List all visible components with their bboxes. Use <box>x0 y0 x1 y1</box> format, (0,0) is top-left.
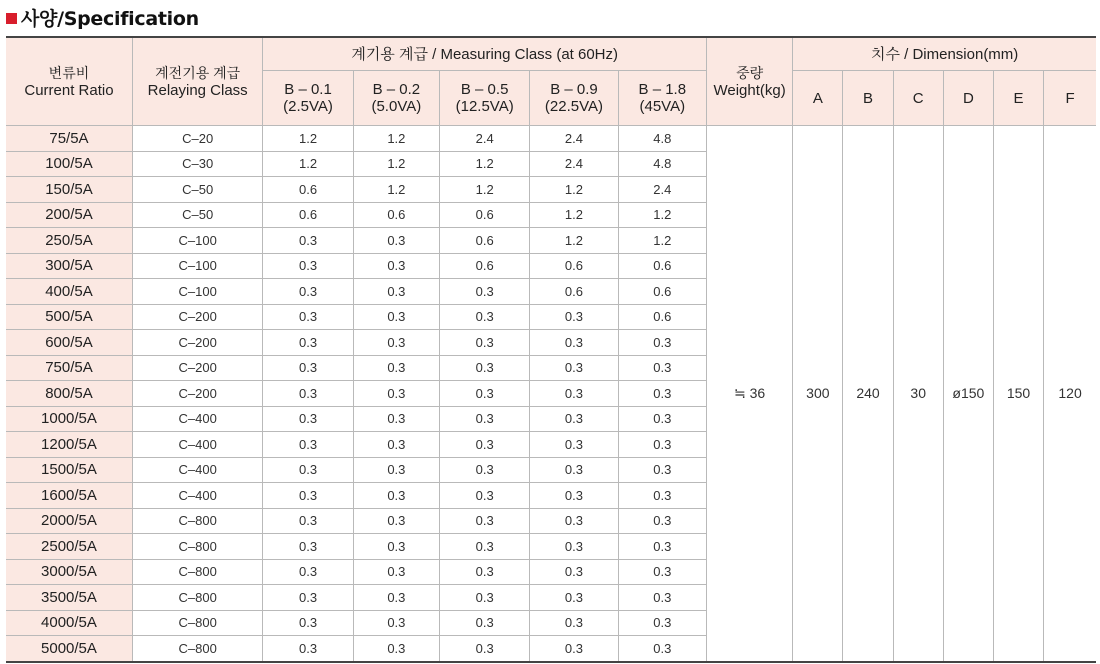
measuring-class-cell: 0.6 <box>618 253 706 279</box>
red-square-icon <box>6 13 17 24</box>
measuring-class-cell: 0.3 <box>618 406 706 432</box>
measuring-class-cell: 0.3 <box>263 457 353 483</box>
header-weight-en: Weight(kg) <box>713 81 786 99</box>
measuring-class-cell: 1.2 <box>618 202 706 228</box>
burden-va: (12.5VA) <box>455 98 514 115</box>
measuring-class-cell: 0.3 <box>263 304 353 330</box>
current-ratio-cell: 500/5A <box>6 304 132 330</box>
measuring-class-cell: 1.2 <box>530 177 618 203</box>
current-ratio-cell: 5000/5A <box>6 636 132 662</box>
measuring-class-cell: 0.3 <box>353 406 439 432</box>
dim-f-cell: 120 <box>1044 126 1096 662</box>
current-ratio-cell: 1000/5A <box>6 406 132 432</box>
measuring-class-cell: 0.6 <box>353 202 439 228</box>
current-ratio-cell: 75/5A <box>6 126 132 152</box>
measuring-class-cell: 0.3 <box>263 355 353 381</box>
burden-code: B – 0.2 <box>372 81 421 98</box>
measuring-class-cell: 0.3 <box>353 304 439 330</box>
measuring-class-cell: 0.6 <box>263 202 353 228</box>
current-ratio-cell: 150/5A <box>6 177 132 203</box>
relaying-class-cell: C–400 <box>132 457 262 483</box>
burden-code: B – 0.5 <box>460 81 509 98</box>
measuring-class-cell: 0.3 <box>618 636 706 662</box>
measuring-class-cell: 0.3 <box>618 330 706 356</box>
relaying-class-cell: C–400 <box>132 432 262 458</box>
current-ratio-cell: 800/5A <box>6 381 132 407</box>
measuring-class-cell: 0.3 <box>353 610 439 636</box>
header-relaying-class-ko: 계전기용 계급 <box>155 64 241 81</box>
measuring-class-cell: 0.3 <box>353 636 439 662</box>
relaying-class-cell: C–20 <box>132 126 262 152</box>
header-weight <box>706 37 792 126</box>
relaying-class-cell: C–30 <box>132 151 262 177</box>
measuring-class-cell: 0.3 <box>353 559 439 585</box>
measuring-class-cell: 0.6 <box>530 253 618 279</box>
header-dim-b: B <box>843 71 893 126</box>
relaying-class-cell: C–50 <box>132 202 262 228</box>
measuring-class-cell: 2.4 <box>440 126 530 152</box>
measuring-class-cell: 1.2 <box>530 228 618 254</box>
measuring-class-cell: 0.3 <box>263 279 353 305</box>
measuring-class-cell: 0.3 <box>263 432 353 458</box>
current-ratio-cell: 2000/5A <box>6 508 132 534</box>
relaying-class-cell: C–400 <box>132 406 262 432</box>
measuring-class-cell: 0.3 <box>440 483 530 509</box>
relaying-class-cell: C–800 <box>132 585 262 611</box>
dim-d-cell: ø150 <box>943 126 993 662</box>
measuring-class-cell: 0.3 <box>353 457 439 483</box>
measuring-class-cell: 0.3 <box>440 432 530 458</box>
measuring-class-cell: 0.3 <box>618 432 706 458</box>
table-body <box>6 126 1096 662</box>
measuring-class-cell: 0.3 <box>618 381 706 407</box>
measuring-class-cell: 2.4 <box>530 151 618 177</box>
burden-code: B – 1.8 <box>638 81 687 98</box>
measuring-class-cell: 0.3 <box>263 610 353 636</box>
header-burden-4 <box>618 71 706 126</box>
measuring-class-cell: 0.3 <box>618 355 706 381</box>
current-ratio-cell: 3500/5A <box>6 585 132 611</box>
header-current-ratio-ko: 변류비 <box>48 64 90 81</box>
relaying-class-cell: C–800 <box>132 610 262 636</box>
burden-va: (22.5VA) <box>544 98 604 115</box>
header-relaying-class-en: Relaying Class <box>147 81 248 99</box>
measuring-class-cell: 0.3 <box>530 457 618 483</box>
measuring-class-cell: 0.3 <box>263 381 353 407</box>
measuring-class-cell: 0.3 <box>353 355 439 381</box>
relaying-class-cell: C–800 <box>132 636 262 662</box>
measuring-class-cell: 0.3 <box>263 228 353 254</box>
measuring-class-cell: 0.3 <box>530 636 618 662</box>
header-dim-a: A <box>793 71 843 126</box>
measuring-class-cell: 1.2 <box>353 151 439 177</box>
measuring-class-cell: 0.3 <box>530 304 618 330</box>
current-ratio-cell: 100/5A <box>6 151 132 177</box>
measuring-class-cell: 1.2 <box>353 177 439 203</box>
measuring-class-cell: 0.3 <box>530 534 618 560</box>
header-measuring-class: 계기용 계급 / Measuring Class (at 60Hz) <box>263 37 707 71</box>
relaying-class-cell: C–200 <box>132 330 262 356</box>
header-dim-c: C <box>893 71 943 126</box>
current-ratio-cell: 3000/5A <box>6 559 132 585</box>
measuring-class-cell: 1.2 <box>263 151 353 177</box>
measuring-class-cell: 0.3 <box>353 432 439 458</box>
header-current-ratio <box>6 37 132 126</box>
dim-e-cell: 150 <box>993 126 1043 662</box>
measuring-class-cell: 4.8 <box>618 151 706 177</box>
measuring-class-cell: 0.3 <box>353 330 439 356</box>
measuring-class-cell: 1.2 <box>618 228 706 254</box>
section-title-text: 사양/Specification <box>21 7 199 30</box>
measuring-class-cell: 0.3 <box>618 457 706 483</box>
measuring-class-cell: 0.3 <box>353 228 439 254</box>
measuring-class-cell: 0.3 <box>530 355 618 381</box>
measuring-class-cell: 4.8 <box>618 126 706 152</box>
measuring-class-cell: 0.3 <box>530 330 618 356</box>
header-burden-3 <box>530 71 618 126</box>
current-ratio-cell: 1200/5A <box>6 432 132 458</box>
measuring-class-cell: 0.3 <box>440 355 530 381</box>
measuring-class-cell: 0.6 <box>618 279 706 305</box>
measuring-class-cell: 0.3 <box>440 330 530 356</box>
header-dim-e: E <box>993 71 1043 126</box>
measuring-class-cell: 0.3 <box>440 457 530 483</box>
burden-code: B – 0.9 <box>550 81 598 98</box>
measuring-class-cell: 0.3 <box>530 508 618 534</box>
measuring-class-cell: 0.3 <box>263 585 353 611</box>
weight-cell: ≒ 36 <box>706 126 792 662</box>
measuring-class-cell: 0.3 <box>530 483 618 509</box>
burden-va: (5.0VA) <box>371 98 422 115</box>
measuring-class-cell: 0.3 <box>440 610 530 636</box>
measuring-class-cell: 0.3 <box>353 585 439 611</box>
relaying-class-cell: C–400 <box>132 483 262 509</box>
measuring-class-cell: 0.3 <box>353 381 439 407</box>
measuring-class-cell: 0.3 <box>618 559 706 585</box>
measuring-class-cell: 0.3 <box>263 253 353 279</box>
header-burden-2 <box>440 71 530 126</box>
measuring-class-cell: 0.3 <box>263 330 353 356</box>
measuring-class-cell: 0.3 <box>530 559 618 585</box>
dim-b-cell: 240 <box>843 126 893 662</box>
measuring-class-cell: 0.3 <box>440 406 530 432</box>
current-ratio-cell: 750/5A <box>6 355 132 381</box>
measuring-class-cell: 0.3 <box>618 508 706 534</box>
relaying-class-cell: C–800 <box>132 534 262 560</box>
relaying-class-cell: C–200 <box>132 381 262 407</box>
header-dimension: 치수 / Dimension(mm) <box>793 37 1096 71</box>
measuring-class-cell: 0.3 <box>440 636 530 662</box>
measuring-class-cell: 0.3 <box>530 432 618 458</box>
measuring-class-cell: 0.3 <box>263 508 353 534</box>
burden-code: B – 0.1 <box>284 81 332 98</box>
measuring-class-cell: 0.3 <box>353 508 439 534</box>
header-burden-0 <box>263 71 353 126</box>
dim-c-cell: 30 <box>893 126 943 662</box>
measuring-class-cell: 1.2 <box>353 126 439 152</box>
current-ratio-cell: 2500/5A <box>6 534 132 560</box>
header-relaying-class <box>132 37 262 126</box>
measuring-class-cell: 0.3 <box>353 253 439 279</box>
measuring-class-cell: 0.6 <box>440 253 530 279</box>
specification-table <box>6 36 1096 663</box>
table-row <box>6 126 1096 152</box>
measuring-class-cell: 0.6 <box>618 304 706 330</box>
measuring-class-cell: 0.3 <box>263 483 353 509</box>
relaying-class-cell: C–200 <box>132 304 262 330</box>
header-weight-ko: 중량 <box>736 64 764 81</box>
relaying-class-cell: C–100 <box>132 228 262 254</box>
measuring-class-cell: 0.3 <box>440 585 530 611</box>
measuring-class-cell: 0.3 <box>618 534 706 560</box>
current-ratio-cell: 600/5A <box>6 330 132 356</box>
relaying-class-cell: C–50 <box>132 177 262 203</box>
current-ratio-cell: 250/5A <box>6 228 132 254</box>
header-dim-d: D <box>943 71 993 126</box>
measuring-class-cell: 0.3 <box>353 483 439 509</box>
measuring-class-cell: 0.3 <box>353 534 439 560</box>
measuring-class-cell: 1.2 <box>440 177 530 203</box>
relaying-class-cell: C–100 <box>132 253 262 279</box>
current-ratio-cell: 400/5A <box>6 279 132 305</box>
measuring-class-cell: 1.2 <box>263 126 353 152</box>
relaying-class-cell: C–800 <box>132 559 262 585</box>
relaying-class-cell: C–100 <box>132 279 262 305</box>
relaying-class-cell: C–200 <box>132 355 262 381</box>
current-ratio-cell: 4000/5A <box>6 610 132 636</box>
current-ratio-cell: 300/5A <box>6 253 132 279</box>
measuring-class-cell: 0.3 <box>353 279 439 305</box>
measuring-class-cell: 2.4 <box>530 126 618 152</box>
measuring-class-cell: 0.3 <box>618 585 706 611</box>
measuring-class-cell: 0.3 <box>263 636 353 662</box>
burden-va: (45VA) <box>639 98 686 115</box>
relaying-class-cell: C–800 <box>132 508 262 534</box>
current-ratio-cell: 200/5A <box>6 202 132 228</box>
measuring-class-cell: 0.3 <box>530 610 618 636</box>
measuring-class-cell: 0.3 <box>618 610 706 636</box>
dim-a-cell: 300 <box>793 126 843 662</box>
header-burden-1 <box>353 71 439 126</box>
measuring-class-cell: 0.6 <box>263 177 353 203</box>
measuring-class-cell: 0.3 <box>263 534 353 560</box>
header-current-ratio-en: Current Ratio <box>24 81 114 99</box>
measuring-class-cell: 0.3 <box>440 559 530 585</box>
measuring-class-cell: 0.3 <box>440 534 530 560</box>
measuring-class-cell: 0.3 <box>440 304 530 330</box>
measuring-class-cell: 1.2 <box>530 202 618 228</box>
burden-va: (2.5VA) <box>283 98 333 115</box>
measuring-class-cell: 0.3 <box>440 279 530 305</box>
measuring-class-cell: 0.6 <box>530 279 618 305</box>
measuring-class-cell: 0.3 <box>263 559 353 585</box>
current-ratio-cell: 1500/5A <box>6 457 132 483</box>
measuring-class-cell: 2.4 <box>618 177 706 203</box>
measuring-class-cell: 0.3 <box>530 381 618 407</box>
header-dim-f: F <box>1044 71 1096 126</box>
current-ratio-cell: 1600/5A <box>6 483 132 509</box>
measuring-class-cell: 0.3 <box>440 508 530 534</box>
measuring-class-cell: 0.3 <box>440 381 530 407</box>
measuring-class-cell: 0.6 <box>440 228 530 254</box>
measuring-class-cell: 1.2 <box>440 151 530 177</box>
measuring-class-cell: 0.3 <box>263 406 353 432</box>
measuring-class-cell: 0.6 <box>440 202 530 228</box>
measuring-class-cell: 0.3 <box>530 406 618 432</box>
measuring-class-cell: 0.3 <box>618 483 706 509</box>
measuring-class-cell: 0.3 <box>530 585 618 611</box>
section-title <box>6 4 199 30</box>
